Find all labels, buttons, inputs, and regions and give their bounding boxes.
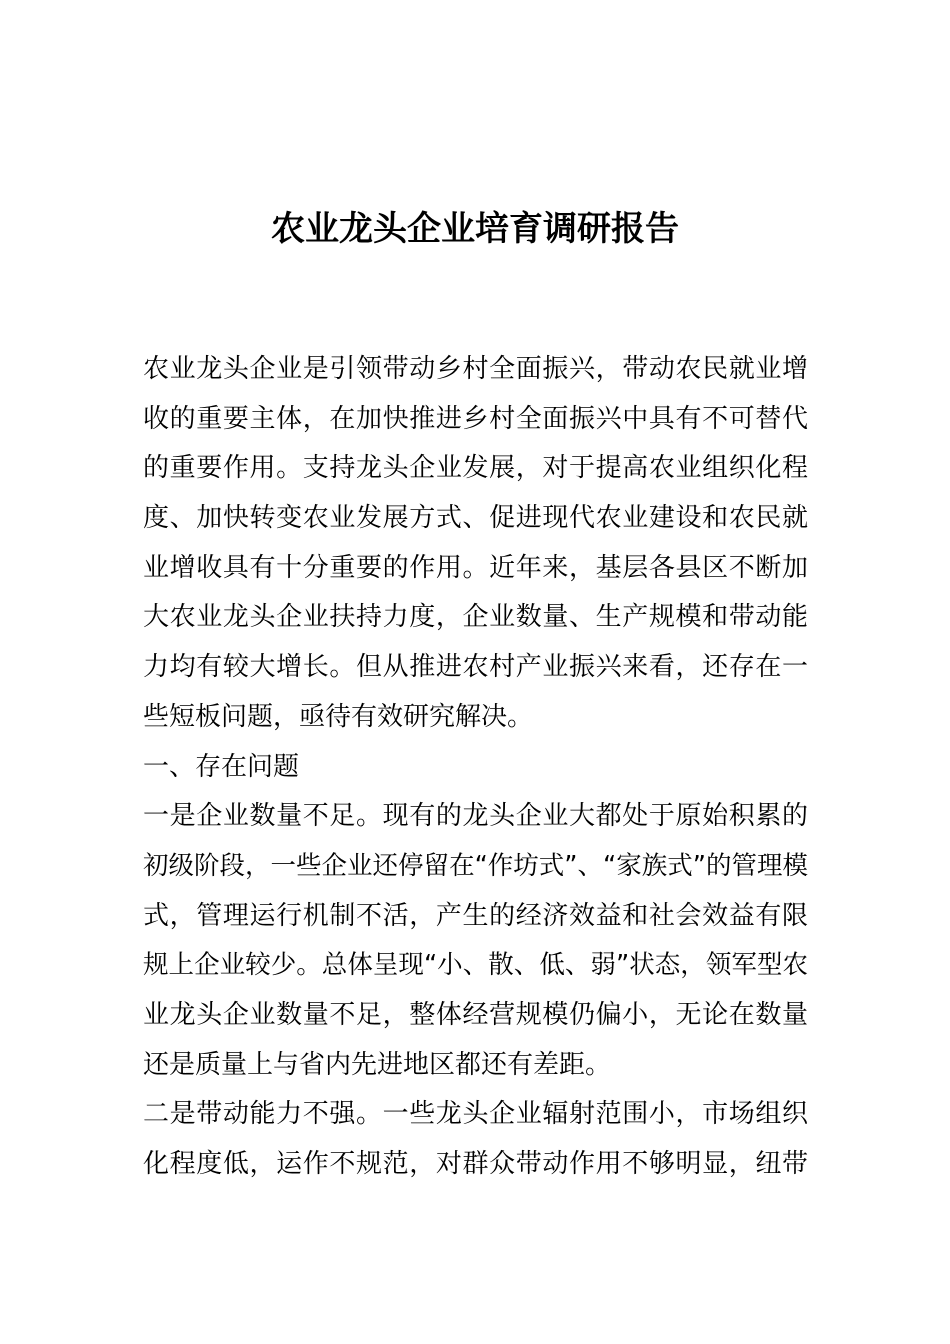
body-text-line: 的重要作用。支持龙头企业发展，对于提高农业组织化程 <box>143 453 808 484</box>
body-text-line: 度、加快转变农业发展方式、促进现代农业建设和农民就 <box>143 503 808 534</box>
body-text-line: 收的重要主体，在加快推进乡村全面振兴中具有不可替代 <box>143 403 808 434</box>
body-text-line: 初级阶段，一些企业还停留在“作坊式”、“家族式”的管理模 <box>143 850 808 881</box>
body-text-line: 式，管理运行机制不活，产生的经济效益和社会效益有限 <box>143 900 808 931</box>
body-text-line: 化程度低，运作不规范，对群众带动作用不够明显，纽带 <box>143 1149 808 1179</box>
body-text-line: 业龙头企业数量不足，整体经营规模仍偏小，无论在数量 <box>143 999 808 1030</box>
body-text-line: 还是质量上与省内先进地区都还有差距。 <box>143 1049 612 1080</box>
body-text-line: 业增收具有十分重要的作用。近年来，基层各县区不断加 <box>143 552 808 583</box>
body-text-line: 二是带动能力不强。一些龙头企业辐射范围小，市场组织 <box>143 1099 808 1130</box>
body-text-line: 力均有较大增长。但从推进农村产业振兴来看，还存在一 <box>143 652 808 683</box>
body-text-line: 农业龙头企业是引领带动乡村全面振兴，带动农民就业增 <box>143 354 808 384</box>
body-text-line: 一、存在问题 <box>143 751 300 782</box>
document-body <box>143 345 808 1190</box>
body-text-line: 规上企业较少。总体呈现“小、散、低、弱”状态，领军型农 <box>143 950 808 981</box>
body-text-line: 些短板问题，亟待有效研究解决。 <box>143 701 534 732</box>
body-text-line: 一是企业数量不足。现有的龙头企业大都处于原始积累的 <box>143 801 808 832</box>
document-title: 农业龙头企业培育调研报告 <box>271 209 679 249</box>
body-text-line: 大农业龙头企业扶持力度，企业数量、生产规模和带动能 <box>143 602 808 633</box>
